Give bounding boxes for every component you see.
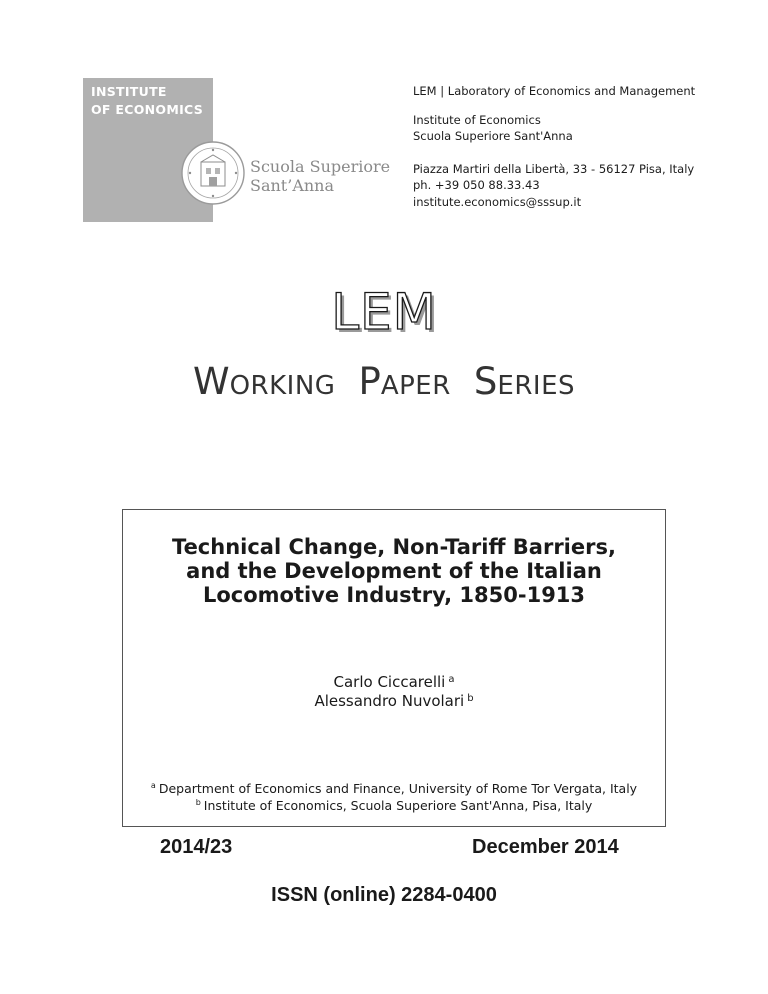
author-name: Alessandro Nuvolari: [314, 692, 465, 710]
address: Piazza Martiri della Libertà, 33 - 56127 Pisa, Italy: [413, 162, 695, 176]
logo-line-2: OF ECONOMICS: [91, 102, 204, 117]
s-rest: ERIES: [497, 371, 575, 401]
author-name: Carlo Ciccarelli: [333, 673, 446, 691]
paper-title-line-3: Locomotive Industry, 1850-1913: [202, 583, 586, 607]
p-initial: P: [358, 360, 381, 403]
phone: ph. +39 050 88.33.43: [413, 178, 540, 192]
institute-name: Institute of Economics: [413, 113, 541, 127]
paper-number: 2014/23: [160, 836, 233, 858]
issn: ISSN (online) 2284-0400: [271, 884, 497, 906]
author-2: [122, 692, 666, 710]
logo-line-1: INSTITUTE: [91, 84, 167, 99]
s-initial: S: [473, 360, 498, 403]
affiliation-mark: b: [195, 798, 201, 807]
w-initial: W: [192, 360, 230, 403]
p-rest: APER: [380, 371, 451, 401]
sssa-seal-icon: [180, 140, 246, 206]
affiliation-text: Department of Economics and Finance, University of Rome Tor Vergata, Italy: [158, 781, 638, 796]
paper-date: December 2014: [472, 836, 619, 858]
author-mark: b: [467, 693, 474, 704]
affiliation-2: [122, 798, 666, 813]
paper-title-line-1: Technical Change, Non-Tariff Barriers,: [172, 535, 616, 559]
author-mark: a: [448, 674, 455, 685]
author-1: [122, 673, 666, 691]
affiliation-text: Institute of Economics, Scuola Superiore Sant'Anna, Pisa, Italy: [203, 798, 593, 813]
school-name: Scuola Superiore Sant'Anna: [413, 129, 573, 143]
lab-name: LEM | Laboratory of Economics and Management: [413, 84, 696, 98]
paper-title-line-2: and the Development of the Italian: [186, 559, 602, 583]
w-rest: ORKING: [229, 371, 336, 401]
sssa-name-line-2: Sant’Anna: [250, 176, 335, 195]
email-link[interactable]: institute.economics@sssup.it: [413, 195, 582, 209]
affiliation-1: [122, 781, 666, 796]
affiliation-mark: a: [150, 781, 156, 790]
paper-title: [122, 535, 666, 607]
working-paper-series-heading: [0, 360, 768, 403]
lem-heading: LEM: [331, 283, 437, 341]
sssa-name-line-1: Scuola Superiore: [250, 157, 391, 176]
